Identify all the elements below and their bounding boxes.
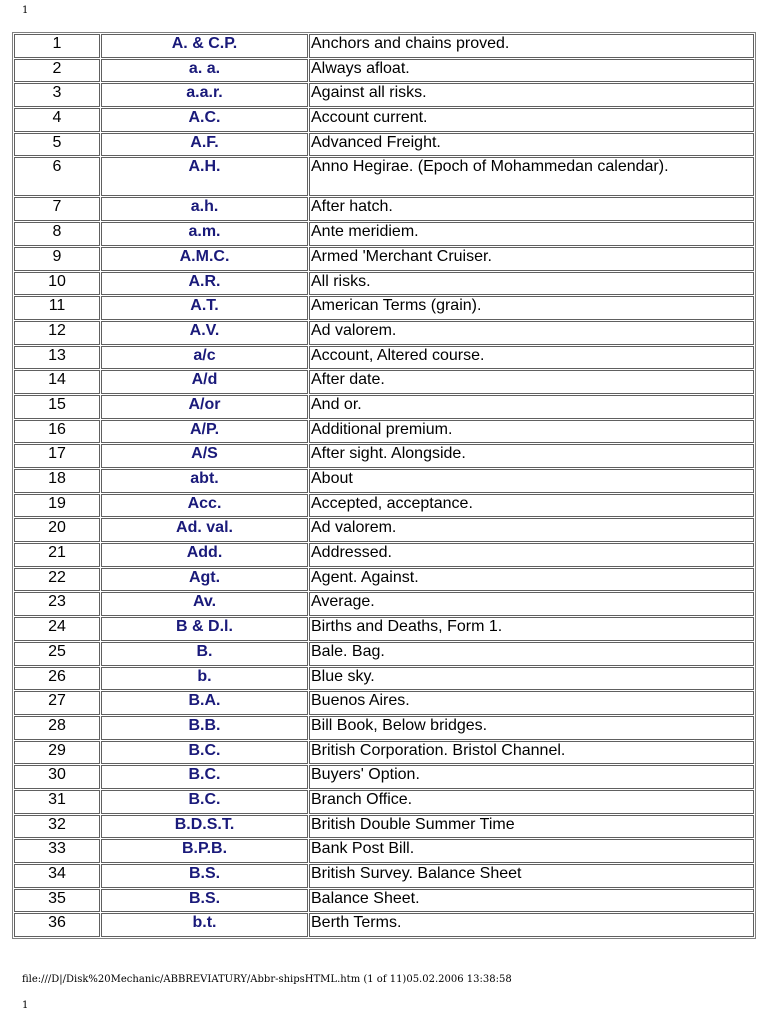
abbreviation-cell: B.B. bbox=[101, 716, 308, 740]
abbreviation-cell: A.T. bbox=[101, 296, 308, 320]
description-cell: About bbox=[309, 469, 754, 493]
table-row bbox=[14, 272, 754, 296]
row-number: 18 bbox=[14, 469, 100, 493]
abbreviation-cell: a. a. bbox=[101, 59, 308, 83]
abbreviation-cell: A/or bbox=[101, 395, 308, 419]
abbreviation-cell: a/c bbox=[101, 346, 308, 370]
row-number: 6 bbox=[14, 157, 100, 196]
description-cell: Always afloat. bbox=[309, 59, 754, 83]
description-cell: Agent. Against. bbox=[309, 568, 754, 592]
abbreviation-cell: B & D.l. bbox=[101, 617, 308, 641]
description-cell: Advanced Freight. bbox=[309, 133, 754, 157]
row-number: 19 bbox=[14, 494, 100, 518]
abbreviation-cell: b.t. bbox=[101, 913, 308, 937]
row-number: 29 bbox=[14, 741, 100, 765]
description-cell: Anno Hegirae. (Epoch of Mohammedan calendar). bbox=[309, 157, 754, 196]
row-number: 15 bbox=[14, 395, 100, 419]
row-number: 12 bbox=[14, 321, 100, 345]
description-cell: Bill Book, Below bridges. bbox=[309, 716, 754, 740]
table-row bbox=[14, 296, 754, 320]
abbreviation-cell: Acc. bbox=[101, 494, 308, 518]
abbreviation-cell: B.C. bbox=[101, 790, 308, 814]
abbreviation-cell: A/P. bbox=[101, 420, 308, 444]
table-row bbox=[14, 444, 754, 468]
row-number: 5 bbox=[14, 133, 100, 157]
description-cell: British Corporation. Bristol Channel. bbox=[309, 741, 754, 765]
row-number: 9 bbox=[14, 247, 100, 271]
table-row bbox=[14, 568, 754, 592]
table-row bbox=[14, 864, 754, 888]
description-cell: After sight. Alongside. bbox=[309, 444, 754, 468]
abbreviation-cell: b. bbox=[101, 667, 308, 691]
table-row bbox=[14, 247, 754, 271]
table-row bbox=[14, 790, 754, 814]
row-number: 1 bbox=[14, 34, 100, 58]
abbreviation-cell: A/d bbox=[101, 370, 308, 394]
abbreviation-cell: B.A. bbox=[101, 691, 308, 715]
table-row bbox=[14, 133, 754, 157]
row-number: 2 bbox=[14, 59, 100, 83]
abbreviation-cell: B. bbox=[101, 642, 308, 666]
description-cell: Against all risks. bbox=[309, 83, 754, 107]
description-cell: British Double Summer Time bbox=[309, 815, 754, 839]
row-number: 10 bbox=[14, 272, 100, 296]
table-row bbox=[14, 157, 754, 196]
description-cell: Berth Terms. bbox=[309, 913, 754, 937]
table-row bbox=[14, 617, 754, 641]
abbreviation-cell: A.H. bbox=[101, 157, 308, 196]
description-cell: Buyers' Option. bbox=[309, 765, 754, 789]
abbreviation-cell: A.M.C. bbox=[101, 247, 308, 271]
table-row bbox=[14, 913, 754, 937]
description-cell: Account current. bbox=[309, 108, 754, 132]
abbreviation-cell: A.V. bbox=[101, 321, 308, 345]
row-number: 8 bbox=[14, 222, 100, 246]
row-number: 35 bbox=[14, 889, 100, 913]
table-row bbox=[14, 59, 754, 83]
abbreviations-table bbox=[12, 32, 756, 939]
table-row bbox=[14, 741, 754, 765]
abbreviation-cell: A. & C.P. bbox=[101, 34, 308, 58]
table-row bbox=[14, 716, 754, 740]
description-cell: Armed 'Merchant Cruiser. bbox=[309, 247, 754, 271]
table-row bbox=[14, 543, 754, 567]
table-row bbox=[14, 370, 754, 394]
description-cell: Anchors and chains proved. bbox=[309, 34, 754, 58]
description-cell: Ad valorem. bbox=[309, 321, 754, 345]
row-number: 7 bbox=[14, 197, 100, 221]
abbreviation-cell: B.D.S.T. bbox=[101, 815, 308, 839]
table-row bbox=[14, 395, 754, 419]
abbreviation-cell: abt. bbox=[101, 469, 308, 493]
table-row bbox=[14, 815, 754, 839]
description-cell: Bank Post Bill. bbox=[309, 839, 754, 863]
abbreviation-cell: Add. bbox=[101, 543, 308, 567]
abbreviation-cell: B.P.B. bbox=[101, 839, 308, 863]
table-row bbox=[14, 108, 754, 132]
table-row bbox=[14, 691, 754, 715]
row-number: 25 bbox=[14, 642, 100, 666]
abbreviation-cell: B.S. bbox=[101, 889, 308, 913]
description-cell: Branch Office. bbox=[309, 790, 754, 814]
description-cell: Births and Deaths, Form 1. bbox=[309, 617, 754, 641]
description-cell: Bale. Bag. bbox=[309, 642, 754, 666]
table-row bbox=[14, 321, 754, 345]
table-row bbox=[14, 839, 754, 863]
description-cell: Additional premium. bbox=[309, 420, 754, 444]
description-cell: After date. bbox=[309, 370, 754, 394]
description-cell: Buenos Aires. bbox=[309, 691, 754, 715]
file-path-footer: file:///D|/Disk%20Mechanic/ABBREVIATURY/Abbr-shipsHTML.htm (1 of 11)05.02.2006 13:38:58 bbox=[22, 974, 512, 985]
row-number: 4 bbox=[14, 108, 100, 132]
description-cell: Addressed. bbox=[309, 543, 754, 567]
table-row bbox=[14, 592, 754, 616]
description-cell: Average. bbox=[309, 592, 754, 616]
row-number: 22 bbox=[14, 568, 100, 592]
abbreviation-cell: a.h. bbox=[101, 197, 308, 221]
table-row bbox=[14, 642, 754, 666]
description-cell: After hatch. bbox=[309, 197, 754, 221]
row-number: 34 bbox=[14, 864, 100, 888]
row-number: 26 bbox=[14, 667, 100, 691]
description-cell: Ante meridiem. bbox=[309, 222, 754, 246]
row-number: 32 bbox=[14, 815, 100, 839]
abbreviation-cell: A.R. bbox=[101, 272, 308, 296]
row-number: 21 bbox=[14, 543, 100, 567]
table-row bbox=[14, 34, 754, 58]
row-number: 30 bbox=[14, 765, 100, 789]
abbreviation-cell: B.C. bbox=[101, 765, 308, 789]
table-row bbox=[14, 420, 754, 444]
table-row bbox=[14, 222, 754, 246]
row-number: 14 bbox=[14, 370, 100, 394]
row-number: 17 bbox=[14, 444, 100, 468]
description-cell: All risks. bbox=[309, 272, 754, 296]
table-row bbox=[14, 346, 754, 370]
table-row bbox=[14, 518, 754, 542]
table-row bbox=[14, 197, 754, 221]
description-cell: British Survey. Balance Sheet bbox=[309, 864, 754, 888]
row-number: 27 bbox=[14, 691, 100, 715]
table-row bbox=[14, 667, 754, 691]
row-number: 16 bbox=[14, 420, 100, 444]
description-cell: Account, Altered course. bbox=[309, 346, 754, 370]
table-body bbox=[14, 34, 754, 937]
table-row bbox=[14, 765, 754, 789]
description-cell: Blue sky. bbox=[309, 667, 754, 691]
abbreviation-cell: B.C. bbox=[101, 741, 308, 765]
description-cell: And or. bbox=[309, 395, 754, 419]
row-number: 24 bbox=[14, 617, 100, 641]
abbreviation-cell: A.F. bbox=[101, 133, 308, 157]
description-cell: Balance Sheet. bbox=[309, 889, 754, 913]
abbreviation-cell: Av. bbox=[101, 592, 308, 616]
abbreviation-cell: Agt. bbox=[101, 568, 308, 592]
row-number: 11 bbox=[14, 296, 100, 320]
row-number: 13 bbox=[14, 346, 100, 370]
abbreviation-cell: Ad. val. bbox=[101, 518, 308, 542]
row-number: 36 bbox=[14, 913, 100, 937]
table-row bbox=[14, 889, 754, 913]
row-number: 3 bbox=[14, 83, 100, 107]
page-number-top: 1 bbox=[22, 5, 29, 16]
description-cell: Ad valorem. bbox=[309, 518, 754, 542]
table-row bbox=[14, 494, 754, 518]
abbreviation-cell: a.a.r. bbox=[101, 83, 308, 107]
table-row bbox=[14, 469, 754, 493]
page-number-bottom: 1 bbox=[22, 1000, 29, 1011]
table-row bbox=[14, 83, 754, 107]
row-number: 31 bbox=[14, 790, 100, 814]
abbreviation-cell: a.m. bbox=[101, 222, 308, 246]
row-number: 33 bbox=[14, 839, 100, 863]
description-cell: Accepted, acceptance. bbox=[309, 494, 754, 518]
abbreviation-cell: A/S bbox=[101, 444, 308, 468]
abbreviation-cell: B.S. bbox=[101, 864, 308, 888]
row-number: 28 bbox=[14, 716, 100, 740]
description-cell: American Terms (grain). bbox=[309, 296, 754, 320]
row-number: 23 bbox=[14, 592, 100, 616]
abbreviation-cell: A.C. bbox=[101, 108, 308, 132]
row-number: 20 bbox=[14, 518, 100, 542]
